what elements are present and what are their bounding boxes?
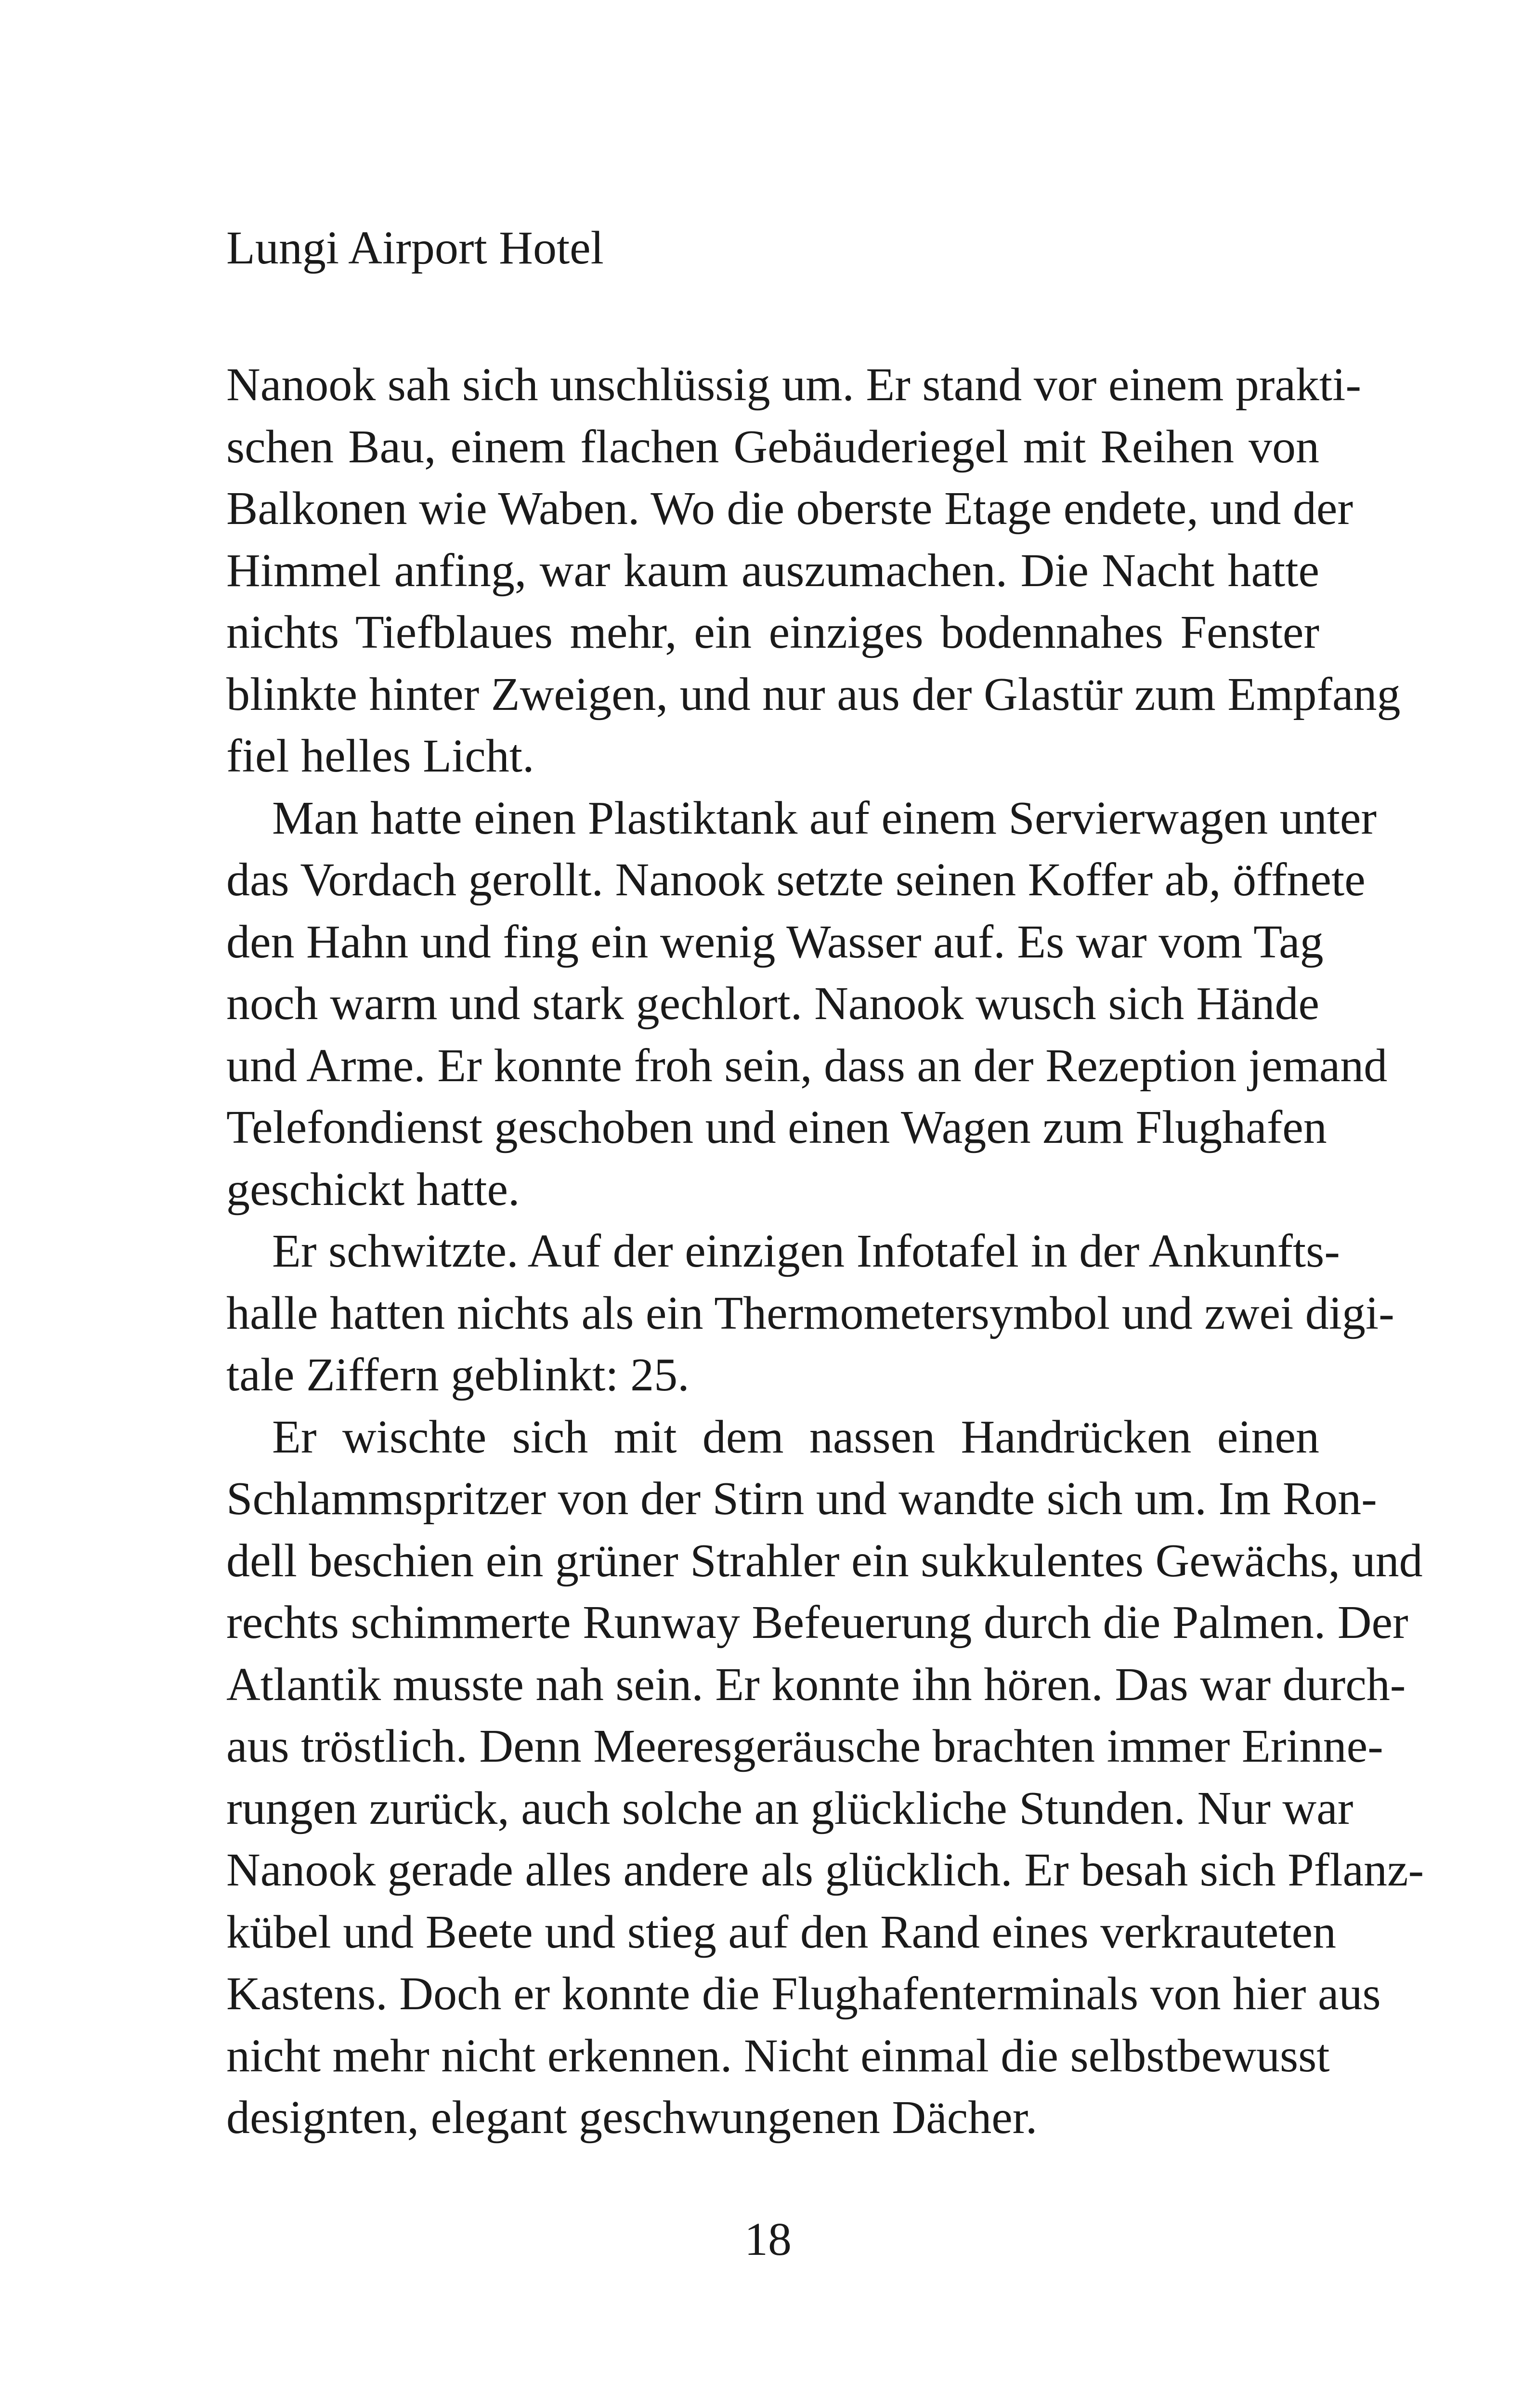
- text-line: dell beschien ein grüner Strahler ein sukkulentes Gewächs, und: [226, 1534, 1423, 1587]
- text-line: Telefondienst geschoben und einen Wagen zum Flughafen: [226, 1101, 1327, 1153]
- text-line: nichts Tiefblaues mehr, ein einziges bodennahes Fenster: [226, 606, 1319, 658]
- text-line: nicht mehr nicht erkennen. Nicht einmal die selbstbewusst: [226, 2029, 1330, 2082]
- page-number: 18: [744, 2213, 792, 2265]
- text-line: Nanook sah sich unschlüssig um. Er stand vor einem prakti-: [226, 359, 1362, 411]
- text-line: halle hatten nichts als ein Thermometersymbol und zwei digi-: [226, 1287, 1394, 1339]
- text-line: kübel und Beete und stieg auf den Rand eines verkrauteten: [226, 1906, 1336, 1958]
- text-line: Man hatte einen Plastiktank auf einem Servierwagen unter: [272, 792, 1377, 844]
- paragraph-3: [226, 1220, 1394, 1406]
- chapter-title: Lungi Airport Hotel: [226, 222, 604, 274]
- paragraph-4: [226, 1406, 1424, 2149]
- text-line: den Hahn und fing ein wenig Wasser auf. Es war vom Tag: [226, 916, 1324, 968]
- text-line: geschickt hatte.: [226, 1163, 520, 1216]
- text-line: Schlammspritzer von der Stirn und wandte sich um. Im Ron-: [226, 1473, 1377, 1525]
- text-line: designten, elegant geschwungenen Dächer.: [226, 2092, 1038, 2144]
- text-line: rechts schimmerte Runway Befeuerung durch die Palmen. Der: [226, 1597, 1408, 1649]
- text-line: Himmel anfing, war kaum auszumachen. Die Nacht hatte: [226, 544, 1319, 597]
- paragraph-2: [226, 787, 1388, 1221]
- text-line: Kastens. Doch er konnte die Flughafenterminals von hier aus: [226, 1968, 1381, 2020]
- text-line: aus tröstlich. Denn Meeresgeräusche brachten immer Erinne-: [226, 1720, 1383, 1772]
- text-line: noch warm und stark gechlort. Nanook wusch sich Hände: [226, 978, 1319, 1030]
- paragraph-1: [226, 354, 1401, 787]
- text-line: rungen zurück, auch solche an glückliche Stunden. Nur war: [226, 1782, 1354, 1834]
- text-line: schen Bau, einem flachen Gebäuderiegel mit Reihen von: [226, 420, 1319, 473]
- text-line: und Arme. Er konnte froh sein, dass an der Rezeption jemand: [226, 1039, 1388, 1092]
- text-line: Balkonen wie Waben. Wo die oberste Etage endete, und der: [226, 483, 1353, 535]
- text-line: tale Ziffern geblinkt: 25.: [226, 1349, 690, 1401]
- text-line: fiel helles Licht.: [226, 730, 534, 782]
- text-line: Er schwitzte. Auf der einzigen Infotafel in der Ankunfts-: [272, 1225, 1340, 1277]
- text-line: blinkte hinter Zweigen, und nur aus der Glastür zum Empfang: [226, 668, 1401, 720]
- text-line: das Vordach gerollt. Nanook setzte seinen Koffer ab, öffnete: [226, 854, 1366, 906]
- body-text: [226, 354, 1424, 2149]
- text-line: Nanook gerade alles andere als glücklich. Er besah sich Pflanz-: [226, 1844, 1424, 1896]
- text-line: Atlantik musste nah sein. Er konnte ihn hören. Das war durch-: [226, 1658, 1406, 1711]
- text-line: Er wischte sich mit dem nassen Handrücken einen: [272, 1411, 1319, 1463]
